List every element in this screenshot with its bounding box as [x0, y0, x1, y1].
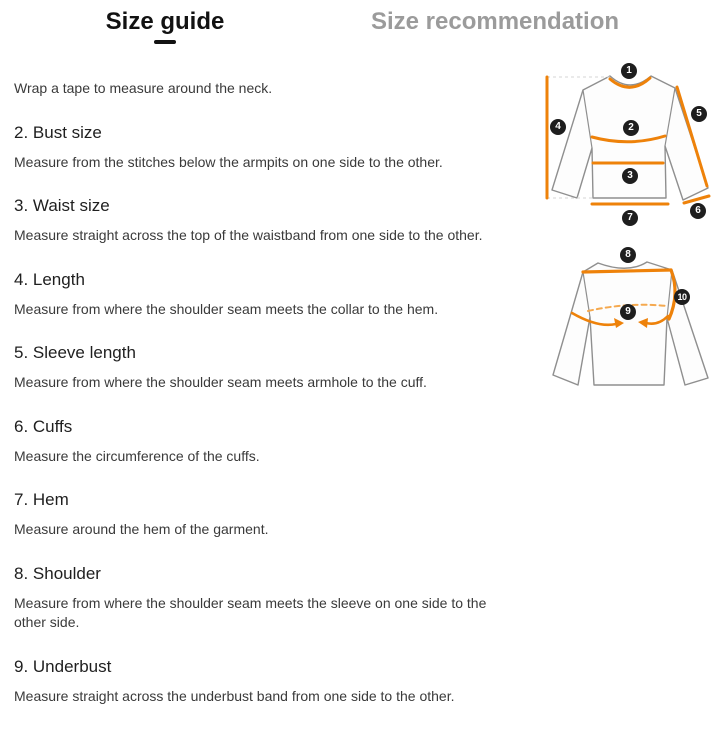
instruction-body: Measure from where the shoulder seam meets armhole to the cuff. — [14, 374, 427, 390]
tab-size-guide[interactable] — [0, 0, 330, 52]
instruction-heading: 4. Length — [14, 269, 85, 289]
instruction-heading: 6. Cuffs — [14, 416, 73, 436]
instruction-body: Measure straight across the underbust band from one side to the other. — [14, 687, 455, 704]
instruction-body: Measure from where the shoulder seam meets the collar to the hem. — [14, 300, 439, 317]
instruction-body: Measure around the hem of the garment. — [14, 521, 269, 537]
instruction-section-sleeve-length — [14, 342, 519, 393]
garment-diagram-front — [538, 58, 724, 230]
instruction-section-waist — [14, 195, 519, 246]
measure-point-5-sleeve: 5 — [691, 106, 707, 122]
instruction-section-shoulder — [14, 563, 519, 633]
instruction-body: Measure straight across the top of the waistband from one side to the other. — [14, 227, 483, 243]
measure-point-10: 10 — [674, 289, 690, 305]
garment-diagram-back — [548, 242, 724, 392]
instruction-section-underbust — [14, 656, 519, 707]
garment-back-illustration — [548, 242, 724, 392]
measure-point-3-waist: 3 — [622, 168, 638, 184]
instruction-heading: 9. Underbust — [14, 656, 112, 676]
tab-size-recommendation[interactable] — [330, 0, 660, 52]
tab-size-recommendation-label: Size recommendation — [370, 8, 620, 35]
instruction-body: Measure from the stitches below the armpits on one side to the other. — [14, 153, 443, 170]
instruction-section-hem — [14, 489, 519, 540]
instruction-section-length — [14, 269, 519, 320]
active-tab-indicator — [154, 40, 176, 44]
measure-point-7-hem: 7 — [622, 210, 638, 226]
instruction-heading: 8. Shoulder — [14, 563, 101, 583]
tab-size-guide-label: Size guide — [105, 8, 225, 35]
instruction-body: Measure the circumference of the cuffs. — [14, 447, 260, 464]
measure-point-1-neck: 1 — [621, 63, 637, 79]
measure-point-8-shoulder: 8 — [620, 247, 636, 263]
instruction-body: Wrap a tape to measure around the neck. — [14, 80, 273, 96]
measure-point-9-underbust: 9 — [620, 304, 636, 320]
instruction-heading: 3. Waist size — [14, 196, 110, 215]
measure-point-6-cuffs: 6 — [690, 203, 706, 219]
instruction-section-neck — [14, 79, 519, 99]
measure-point-4-length: 4 — [550, 119, 566, 135]
measurement-instructions — [14, 72, 519, 706]
instruction-heading: 2. Bust size — [14, 122, 102, 142]
tab-bar — [0, 0, 660, 52]
instruction-section-bust — [14, 122, 519, 173]
instruction-section-cuffs — [14, 416, 519, 467]
measure-point-2-bust: 2 — [623, 120, 639, 136]
instruction-body: Measure from where the shoulder seam meets the sleeve on one side to the other side. — [14, 594, 487, 630]
instruction-heading: 5. Sleeve length — [14, 343, 136, 362]
instruction-heading: 7. Hem — [14, 490, 69, 509]
